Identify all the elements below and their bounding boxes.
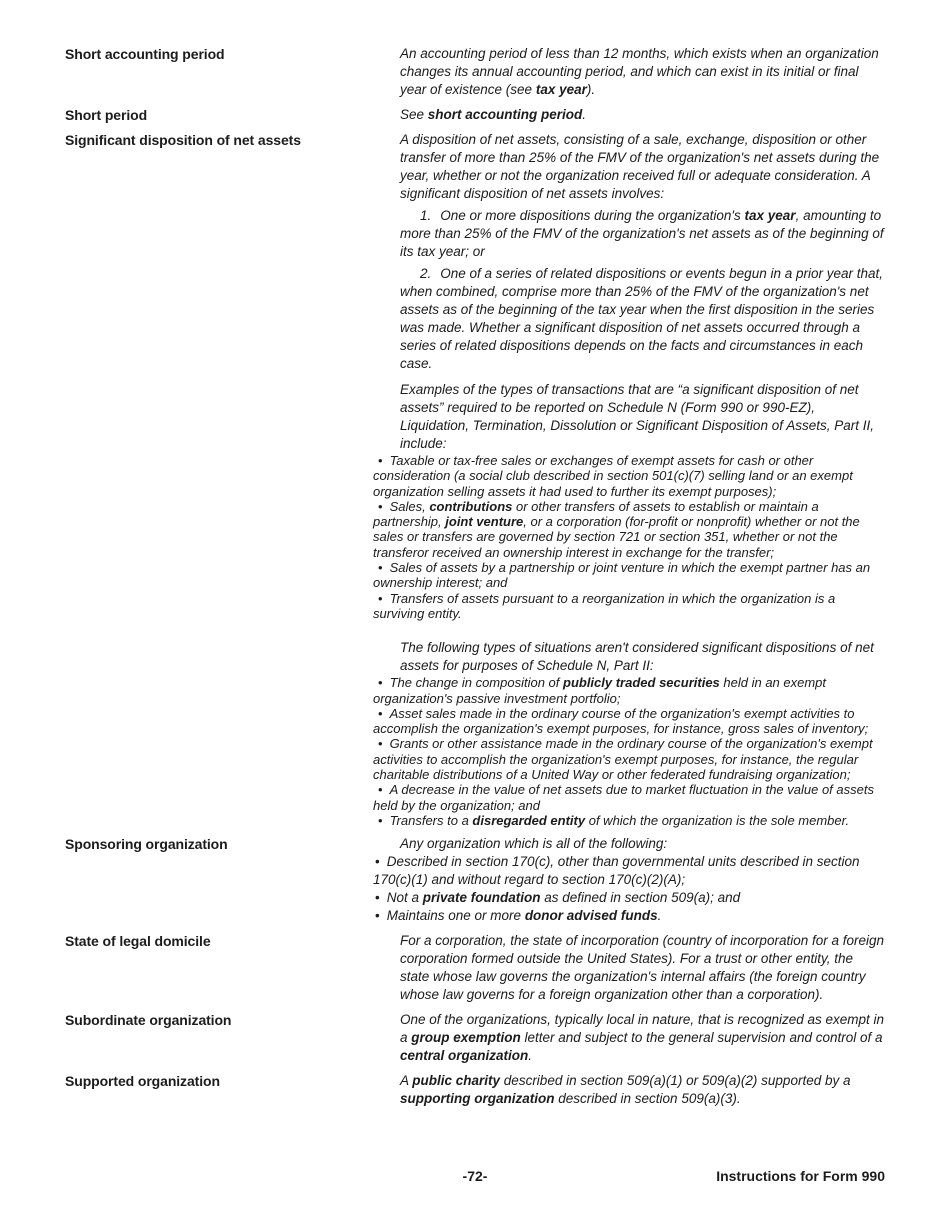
page-footer — [0, 1167, 950, 1185]
glossary-entry — [65, 835, 885, 925]
glossary-definition — [373, 835, 885, 925]
definition-text: described in section 509(a)(3). — [554, 1091, 741, 1107]
bullet-icon: • — [378, 782, 383, 798]
glossary-term: Sponsoring organization — [65, 836, 228, 853]
definition-paragraph — [373, 560, 885, 591]
definition-text: Transfers of assets pursuant to a reorganization in which the organization is a surviving entity. — [373, 590, 836, 621]
list-number: 1. — [420, 208, 432, 223]
glossary-definition — [373, 1072, 885, 1108]
definition-text: See — [400, 107, 428, 122]
definition-paragraph — [400, 106, 885, 124]
bullet-icon: • — [378, 812, 383, 828]
definition-text: A disposition of net assets, consisting of a sale, exchange, disposition or other transfer of more than 25% of the FMV of the organization's net assets during the year, whether or not the organization received full or adequate consideration. A significant disposition of net assets involves: — [400, 132, 880, 201]
glossary-cross-reference: private foundation — [422, 890, 541, 906]
definition-text: letter and subject to the general supervision and control of a — [520, 1030, 883, 1046]
glossary-entry — [65, 45, 885, 99]
definition-text: One or more dispositions during the organization's — [440, 208, 745, 223]
definition-text: Any organization which is all of the following: — [400, 836, 668, 852]
bullet-icon: • — [375, 908, 380, 924]
definition-paragraph — [373, 853, 885, 889]
glossary-entry — [65, 1011, 885, 1065]
definition-paragraph — [400, 265, 885, 373]
definition-text: described in section 509(a)(1) or 509(a)(2) supported by a — [500, 1073, 851, 1089]
definition-text: Taxable or tax-free sales or exchanges of exempt assets for cash or other consideration (a social club described in section 501(c)(7) selling land or an exempt organization selling assets it had used to further its exempt purposes); — [373, 453, 853, 499]
definition-text: A — [400, 1073, 413, 1089]
definition-text: An accounting period of less than 12 months, which exists when an organization changes its annual accounting period, and which can exist in its initial or final year of existence (see — [400, 46, 879, 97]
definition-text: ). — [586, 82, 596, 97]
definition-text: . — [528, 1048, 533, 1064]
definition-text: The following types of situations aren't considered significant dispositions of net assets for purposes of Schedule N, Part II: — [400, 640, 874, 674]
definition-text: Asset sales made in the ordinary course of the organization's exempt activities to accomplish the organization's exempt purposes, for instance, gross sales of inventory; — [373, 705, 869, 737]
glossary-cross-reference: short accounting period — [427, 107, 583, 122]
definition-text: or other transfers of assets to establish or maintain a partnership, — [373, 498, 819, 530]
definition-text: Maintains one or more — [386, 908, 525, 924]
glossary-cross-reference: donor advised funds — [524, 908, 658, 924]
definition-text: Sales of assets by a partnership or joint venture in which the exempt partner has an ownership interest; and — [373, 560, 871, 591]
definition-text: Examples of the types of transactions that are “a significant disposition of net assets” required to be reported on Schedule N (Form 990 or 990-EZ), Liquidation, Termination, Dissolution or Significant Disposition of Assets, Part II, include: — [400, 382, 874, 451]
definition-paragraph — [373, 499, 885, 560]
page-number: -72- — [462, 1168, 488, 1184]
definition-paragraph — [400, 131, 885, 203]
bullet-icon: • — [378, 675, 383, 691]
definition-paragraph — [400, 207, 885, 261]
definition-paragraph — [400, 45, 885, 99]
definition-text: For a corporation, the state of incorporation (country of incorporation for a foreign corporation formed outside the United States). For a trust or other entity, the state whose law governs the organization's internal affairs (the foreign country whose law governs for a foreign organization other than a corporation). — [400, 933, 885, 1003]
definition-paragraph — [373, 675, 885, 706]
glossary-definition — [373, 45, 885, 99]
list-number: 2. — [420, 266, 432, 281]
document-title: Instructions for Form 990 — [716, 1168, 885, 1184]
definition-text: A decrease in the value of net assets due to market fluctuation in the value of assets held by the organization; and — [373, 782, 874, 813]
definition-text: , or a corporation (for-profit or nonprofit) whether or not the sales or transfers are governed by section 721 or section 351, whether or not the transferor received an ownership interest in exchange for the transfer; — [373, 514, 860, 560]
definition-text: The change in composition of — [389, 675, 563, 691]
bullet-icon: • — [378, 736, 383, 752]
glossary-term: State of legal domicile — [65, 933, 211, 950]
glossary-cross-reference: public charity — [412, 1073, 501, 1089]
glossary-definition — [373, 131, 885, 828]
definition-text: One of a series of related dispositions or events begun in a prior year that, when combined, comprise more than 25% of the FMV of the organization's net assets as of the beginning of the tax year when the first disposition in the series was made. Whether a significant disposition of net assets occurred through a series of related dispositions depends on the facts and circumstances in each case. — [400, 266, 884, 371]
glossary-entry — [65, 932, 885, 1004]
definition-text: . — [657, 908, 662, 924]
glossary-term: Significant disposition of net assets — [65, 132, 301, 148]
bullet-icon: • — [375, 890, 380, 906]
glossary-term: Short accounting period — [65, 46, 225, 62]
bullet-icon: • — [375, 854, 380, 870]
definition-paragraph — [400, 639, 885, 675]
definition-paragraph — [373, 591, 885, 622]
definition-text: , amounting to more than 25% of the FMV of the organization's net assets as of the beginning of its tax year; or — [400, 208, 884, 259]
glossary-term: Short period — [65, 107, 148, 123]
definition-paragraph — [373, 813, 885, 828]
definition-text: Grants or other assistance made in the ordinary course of the organization's exempt activities to accomplish the organization's exempt purposes, for instance, the regular charitable distributions of a United Way or other federated fundraising organization; — [373, 736, 873, 783]
glossary-term: Subordinate organization — [65, 1012, 232, 1029]
glossary-cross-reference: group exemption — [411, 1030, 521, 1046]
glossary-cross-reference: joint venture — [445, 514, 524, 530]
glossary-term: Supported organization — [65, 1073, 220, 1090]
glossary-cross-reference: central organization — [400, 1048, 529, 1064]
definition-paragraph — [373, 736, 885, 782]
glossary-cross-reference: contributions — [429, 498, 513, 514]
glossary — [65, 45, 885, 1108]
definition-paragraph — [373, 907, 885, 925]
glossary-cross-reference: tax year — [744, 208, 796, 223]
glossary-cross-reference: tax year — [535, 82, 587, 97]
definition-paragraph — [400, 835, 885, 853]
definition-paragraph — [373, 453, 885, 499]
bullet-icon: • — [378, 498, 383, 514]
definition-text: held in an exempt organization's passive investment portfolio; — [373, 675, 827, 706]
definition-text: Sales, — [389, 498, 430, 514]
definition-text: One of the organizations, typically local in nature, that is recognized as exempt in a — [400, 1012, 885, 1046]
definition-text: Not a — [386, 890, 423, 906]
definition-paragraph — [373, 706, 885, 737]
glossary-entry — [65, 1072, 885, 1108]
definition-text: as defined in section 509(a); and — [540, 890, 741, 906]
definition-paragraph — [400, 381, 885, 453]
definition-text: . — [582, 107, 587, 122]
glossary-entry — [65, 131, 885, 828]
definition-paragraph — [400, 1011, 885, 1065]
bullet-icon: • — [378, 590, 383, 606]
definition-paragraph — [400, 1072, 885, 1108]
definition-text: of which the organization is the sole member. — [585, 812, 850, 828]
bullet-icon: • — [378, 560, 383, 576]
glossary-entry — [65, 106, 885, 124]
glossary-definition — [373, 1011, 885, 1065]
definition-text: Transfers to a — [389, 812, 473, 828]
definition-paragraph — [373, 889, 885, 907]
bullet-icon: • — [378, 453, 383, 468]
definition-paragraph — [373, 782, 885, 813]
glossary-definition — [373, 106, 885, 124]
glossary-cross-reference: publicly traded securities — [563, 675, 720, 691]
definition-text: Described in section 170(c), other than governmental units described in section 170(c)(1) and without regard to section 170(c)(2)(A); — [373, 854, 860, 888]
glossary-definition — [373, 932, 885, 1004]
definition-paragraph — [400, 932, 885, 1004]
bullet-icon: • — [378, 705, 383, 721]
glossary-cross-reference: disregarded entity — [472, 812, 586, 828]
glossary-cross-reference: supporting organization — [400, 1091, 555, 1107]
